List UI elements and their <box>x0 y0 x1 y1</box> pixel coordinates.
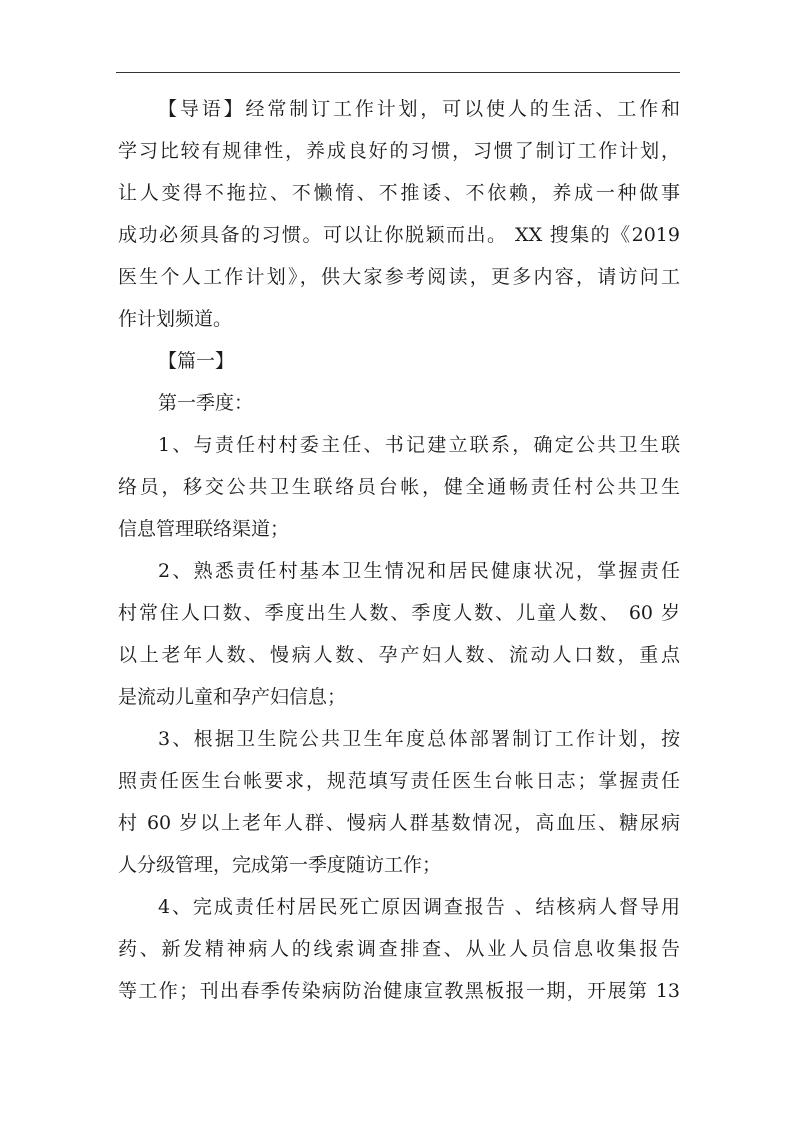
item-4-line-1: 4、完成责任村居民死亡原因调查报告 、结核病人督导用 <box>158 896 680 918</box>
item-2-line-2: 村常住人口数、季度出生人数、季度人数、儿童人数、 60 岁 <box>118 602 680 624</box>
item-1-line-3: 信息管理联络渠道； <box>118 518 290 540</box>
item-1-line-2: 络员，移交公共卫生联络员台帐，健全通畅责任村公共卫生 <box>118 476 680 498</box>
item-2-line-1: 2、熟悉责任村基本卫生情况和居民健康状况，掌握责任 <box>158 560 680 582</box>
item-2-line-4: 是流动儿童和孕产妇信息； <box>118 686 347 708</box>
quarter-heading: 第一季度： <box>158 392 254 414</box>
intro-line-2: 学习比较有规律性，养成良好的习惯，习惯了制订工作计划， <box>118 140 680 162</box>
intro-line-3: 让人变得不拖拉、不懒惰、不推诿、不依赖，养成一种做事 <box>118 182 680 204</box>
intro-line-1: 【导语】经常制订工作计划，可以使人的生活、工作和 <box>158 98 680 120</box>
item-3-line-3: 村 60 岁以上老年人群、慢病人群基数情况，高血压、糖尿病 <box>118 812 680 834</box>
intro-line-4: 成功必须具备的习惯。可以让你脱颖而出。 XX 搜集的《2019 <box>118 224 680 246</box>
section-heading: 【篇一】 <box>158 350 235 372</box>
intro-line-6: 作计划频道。 <box>118 308 233 330</box>
item-1-line-1: 1、与责任村村委主任、书记建立联系，确定公共卫生联 <box>158 434 680 456</box>
intro-line-5: 医生个人工作计划》，供大家参考阅读，更多内容，请访问工 <box>118 266 680 288</box>
item-3-line-2: 照责任医生台帐要求，规范填写责任医生台帐日志；掌握责任 <box>118 770 680 792</box>
item-2-line-3: 以上老年人数、慢病人数、孕产妇人数、流动人口数，重点 <box>118 644 680 666</box>
header-rule <box>116 72 680 73</box>
item-3-line-1: 3、根据卫生院公共卫生年度总体部署制订工作计划，按 <box>158 728 680 750</box>
item-3-line-4: 人分级管理，完成第一季度随访工作； <box>118 854 442 876</box>
item-4-line-2: 药、新发精神病人的线索调查排查、从业人员信息收集报告 <box>118 938 680 960</box>
item-4-line-3: 等工作；刊出春季传染病防治健康宣教黑板报一期，开展第 13 <box>118 980 680 1002</box>
document-body <box>118 88 680 1012</box>
